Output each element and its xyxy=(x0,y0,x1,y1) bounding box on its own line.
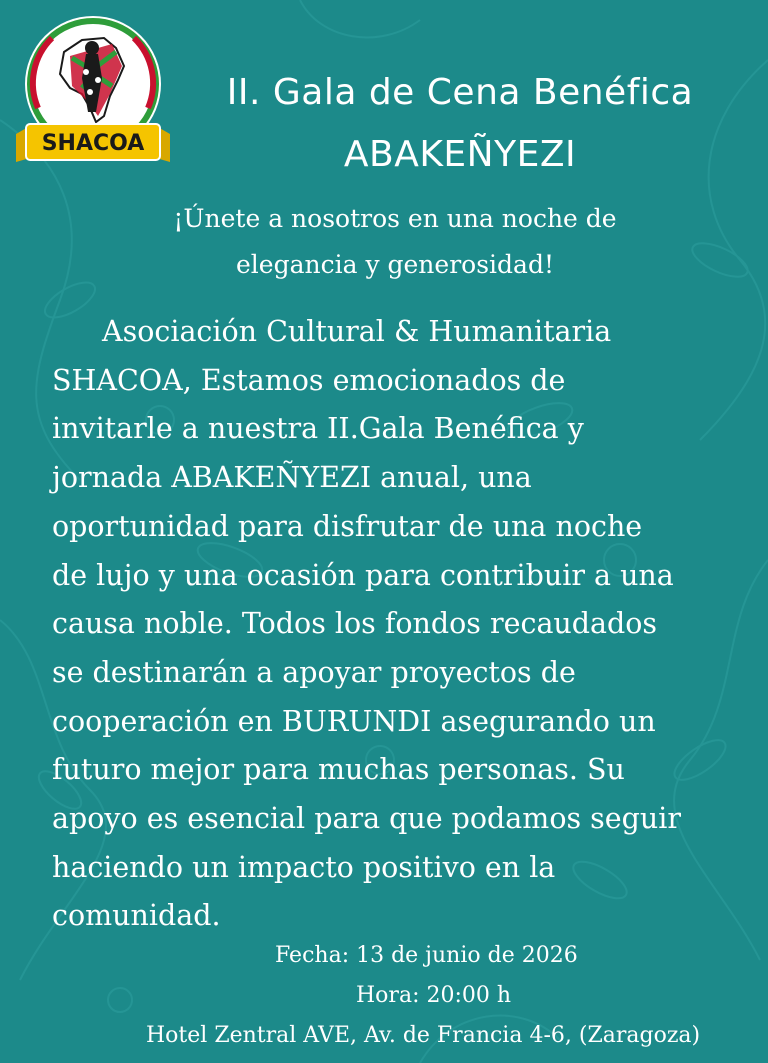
paragraph-line: oportunidad para disfrutar de una noche xyxy=(52,509,643,543)
paragraph-line: haciendo un impacto positivo en la xyxy=(52,850,556,884)
paragraph-line: cooperación en BURUNDI asegurando un xyxy=(52,704,656,738)
paragraph-line: Asociación Cultural & Humanitaria xyxy=(102,315,612,348)
event-title-line-1: II. Gala de Cena Benéfica xyxy=(226,72,694,113)
event-details xyxy=(100,936,768,1056)
paragraph-line: comunidad. xyxy=(52,899,221,933)
event-time: Hora: 20:00 h xyxy=(356,983,512,1008)
event-date: Fecha: 13 de junio de 2026 xyxy=(275,943,578,968)
event-venue: Hotel Zentral AVE, Av. de Francia 4-6, (Zaragoza) xyxy=(146,1023,701,1048)
paragraph-line: causa noble. Todos los fondos recaudados xyxy=(52,607,658,641)
paragraph-line: jornada ABAKEÑYEZI anual, una xyxy=(52,461,532,495)
event-title xyxy=(180,62,740,186)
paragraph-line: apoyo es esencial para que podamos seguir xyxy=(52,802,681,836)
shacoa-logo xyxy=(12,8,174,170)
paragraph-line: SHACOA, Estamos emocionados de xyxy=(52,363,566,397)
event-title-line-2: ABAKEÑYEZI xyxy=(343,134,577,175)
tagline-line-1: ¡Únete a nosotros en una noche de xyxy=(173,204,617,233)
tagline xyxy=(100,196,690,288)
paragraph-line: de lujo y una ocasión para contribuir a una xyxy=(52,558,674,592)
logo-text: SHACOA xyxy=(41,131,145,156)
paragraph-line: futuro mejor para muchas personas. Su xyxy=(52,753,625,787)
invitation-paragraph xyxy=(52,308,752,941)
tagline-line-2: elegancia y generosidad! xyxy=(236,250,554,279)
paragraph-line: invitarle a nuestra II.Gala Benéfica y xyxy=(52,412,584,446)
paragraph-line: se destinarán a apoyar proyectos de xyxy=(52,655,576,689)
